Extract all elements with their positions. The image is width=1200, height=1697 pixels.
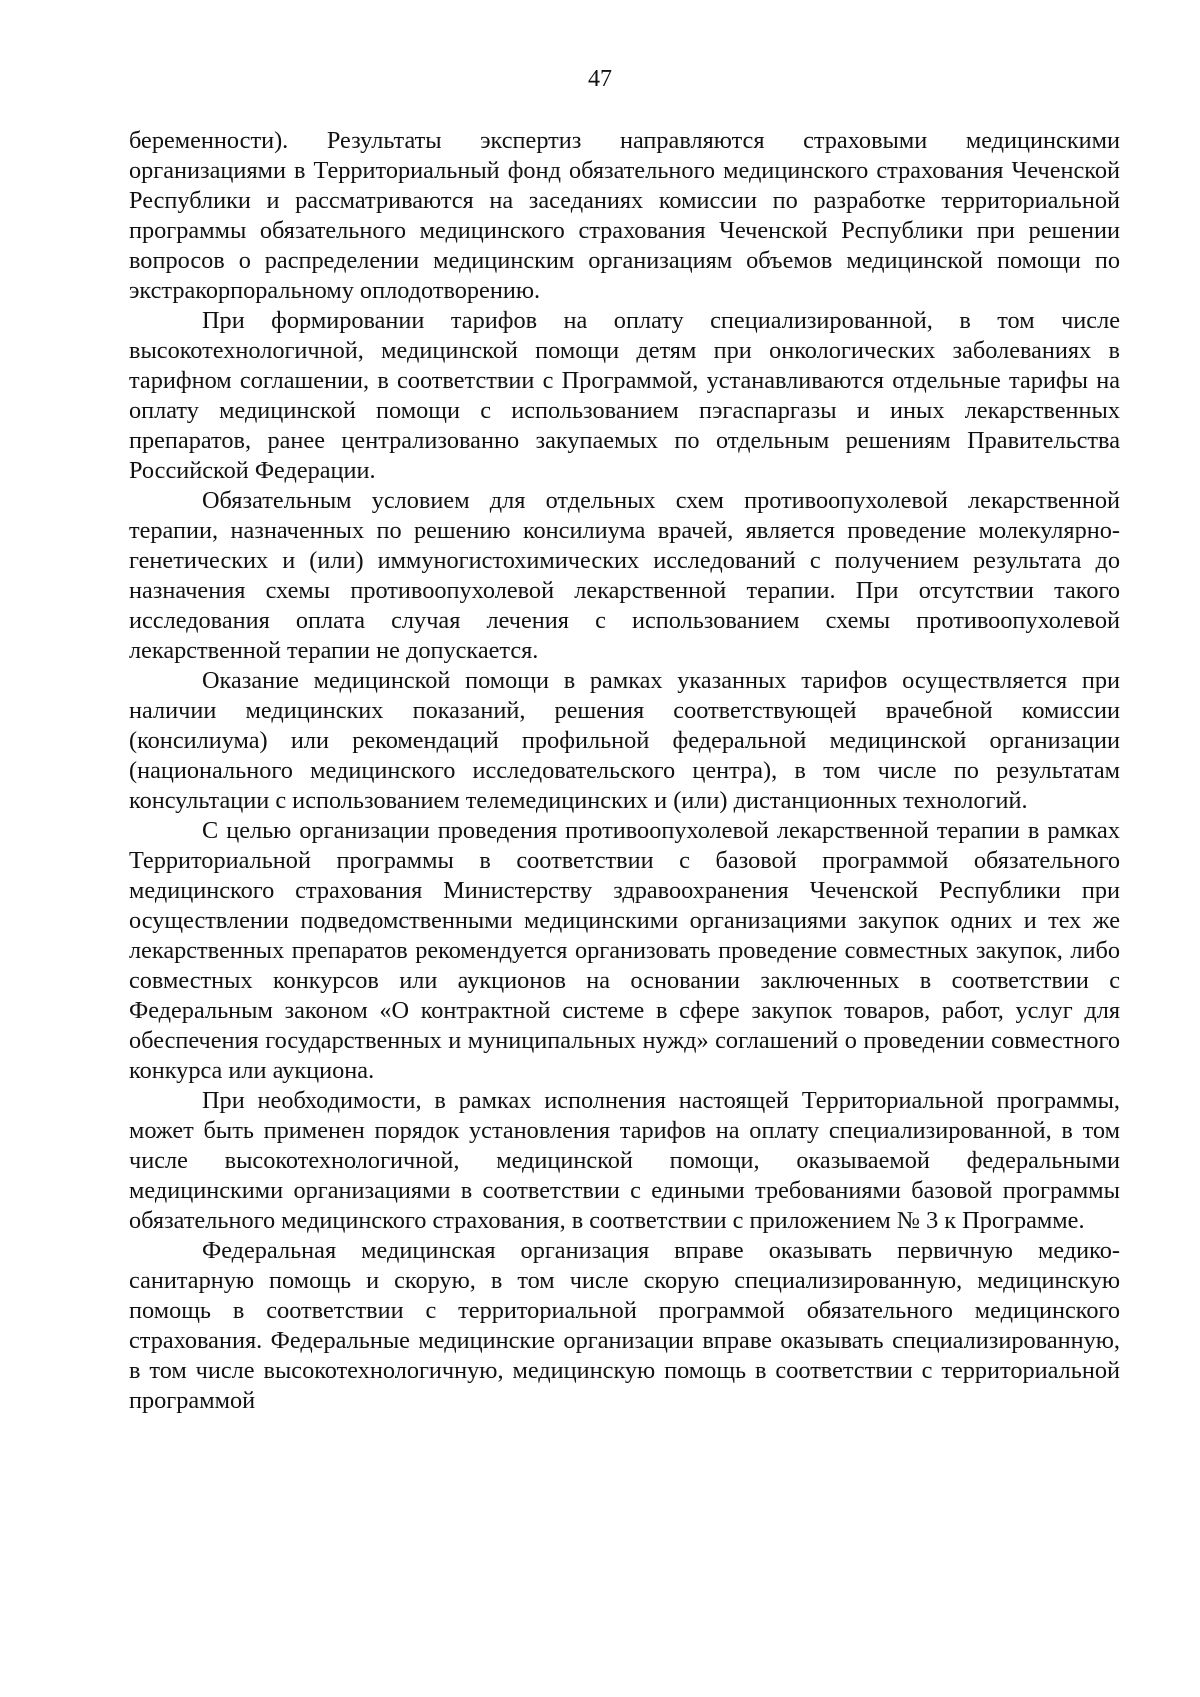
paragraph-federal-tariffs: При необходимости, в рамках исполнения настоящей Территориальной программы, может быть применен порядок установления тарифов на оплату специализированной, в том числе высокотехнологичной, медицинской помощи, оказываемой федеральными медицинскими организациями в соответствии с едиными требованиями базовой программы обязательного медицинского страхования, в соответствии с приложением № 3 к Программе.: [129, 1087, 1120, 1234]
paragraph-joint-procurement: С целью организации проведения противоопухолевой лекарственной терапии в рамках Территориальной программы в соответствии с базовой программой обязательного медицинского страхования Министерству здравоохранения Чеченской Республики при осуществлении подведомственными медицинскими организациями закупок одних и тех же лекарственных препаратов рекомендуется организовать проведение совместных закупок, либо совместных конкурсов или аукционов на основании заключенных в соответствии с Федеральным законом «О контрактной системе в сфере закупок товаров, работ, услуг для обеспечения государственных и муниципальных нужд» соглашений о проведении совместного конкурса или аукциона.: [129, 817, 1120, 1084]
document-body: [129, 126, 1120, 1416]
paragraph-federal-organizations: Федеральная медицинская организация вправе оказывать первичную медико-санитарную помощь и скорую, в том числе скорую специализированную, медицинскую помощь в соответствии с территориальной программой обязательного медицинского страхования. Федеральные медицинские организации вправе оказывать специализированную, в том числе высокотехнологичную, медицинскую помощь в соответствии с территориальной программой: [129, 1237, 1120, 1414]
paragraph-pediatric-oncology-tariffs: При формировании тарифов на оплату специализированной, в том числе высокотехнологичной, медицинской помощи детям при онкологических заболеваниях в тарифном соглашении, в соответствии с Программой, устанавливаются отдельные тарифы на оплату медицинской помощи с использованием пэгаспаргазы и иных лекарственных препаратов, ранее централизованно закупаемых по отдельным решениям Правительства Российской Федерации.: [129, 307, 1120, 484]
paragraph-medical-indications: Оказание медицинской помощи в рамках указанных тарифов осуществляется при наличии медицинских показаний, решения соответствующей врачебной комиссии (консилиума) или рекомендаций профильной федеральной медицинской организации (национального медицинского исследовательского центра), в том числе по результатам консультации с использованием телемедицинских и (или) дистанционных технологий.: [129, 667, 1120, 814]
paragraph-ivf-expertise: беременности). Результаты экспертиз направляются страховыми медицинскими организациями в Территориальный фонд обязательного медицинского страхования Чеченской Республики и рассматриваются на заседаниях комиссии по разработке территориальной программы обязательного медицинского страхования Чеченской Республики при решении вопросов о распределении медицинским организациям объемов медицинской помощи по экстракорпоральному оплодотворению.: [129, 127, 1120, 304]
paragraph-antitumor-therapy-condition: Обязательным условием для отдельных схем противоопухолевой лекарственной терапии, назначенных по решению консилиума врачей, является проведение молекулярно-генетических и (или) иммуногистохимических исследований с получением результата до назначения схемы противоопухолевой лекарственной терапии. При отсутствии такого исследования оплата случая лечения с использованием схемы противоопухолевой лекарственной терапии не допускается.: [129, 487, 1120, 664]
page-number: 47: [588, 66, 612, 92]
